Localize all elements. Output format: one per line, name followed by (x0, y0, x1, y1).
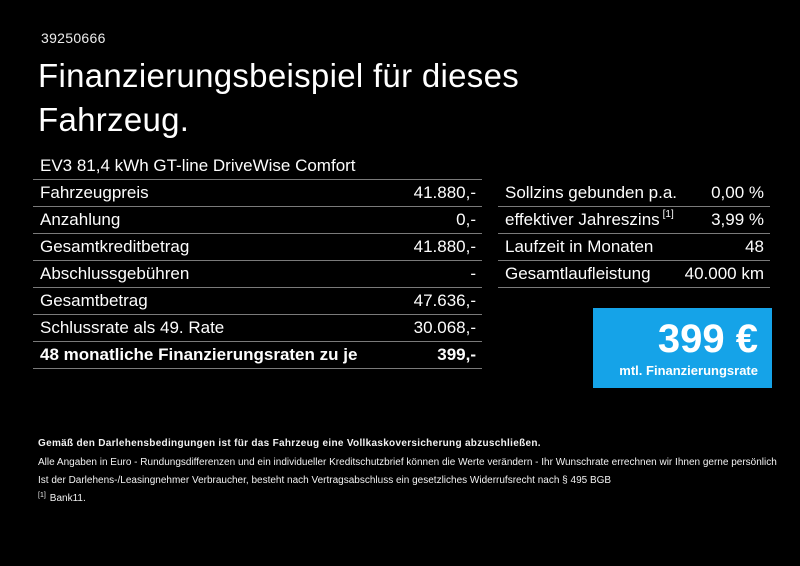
monthly-rate-box (593, 308, 772, 388)
table-row-gesamtbetrag (33, 288, 482, 315)
row-value: 40.000 km (684, 264, 764, 283)
conditions-table (498, 180, 770, 288)
vehicle-model-row (33, 153, 482, 180)
table-row-laufzeit (498, 234, 770, 261)
table-row-fahrzeugpreis (33, 180, 482, 207)
table-row-abschlussgebuehren (33, 261, 482, 288)
row-value: - (470, 264, 476, 283)
row-label: Laufzeit in Monaten (505, 237, 654, 256)
row-value: 399,- (437, 345, 476, 364)
vehicle-model: EV3 81,4 kWh GT-line DriveWise Comfort (40, 156, 356, 175)
bank-name: Bank11. (49, 493, 86, 504)
withdrawal-note: Ist der Darlehens-/Leasingnehmer Verbraucher, besteht nach Vertragsabschluss ein gesetzliches Widerrufsrecht nach § 495 BGB (38, 475, 612, 486)
row-value: 48 (745, 237, 764, 256)
table-row-gesamtlaufleistung (498, 261, 770, 288)
row-label: Gesamtlaufleistung (505, 264, 651, 283)
bank-footnote (38, 493, 798, 505)
table-row-monatsraten (33, 342, 482, 369)
vehicle-id: 39250666 (41, 30, 106, 46)
row-label: Fahrzeugpreis (40, 183, 149, 202)
info-note: Alle Angaben in Euro - Rundungsdifferenzen und ein individueller Kreditschutzbrief können die Werte verändern - Ihr Wunschrate errechnen wir Ihnen gerne persönlich (38, 457, 777, 468)
row-value: 41.880,- (413, 183, 476, 202)
finance-table (33, 153, 482, 369)
disclaimers (38, 438, 798, 511)
row-label: 48 monatliche Finanzierungsraten zu je (40, 345, 358, 364)
row-label: Gesamtbetrag (40, 291, 148, 310)
insurance-note: Gemäß den Darlehensbedingungen ist für das Fahrzeug eine Vollkaskoversicherung abzuschließen. (38, 438, 541, 449)
table-row-anzahlung (33, 207, 482, 234)
page-title-line2: Fahrzeug. (38, 101, 190, 138)
row-value: 0,00 % (711, 183, 764, 202)
row-value: 3,99 % (711, 210, 764, 229)
row-label: Abschlussgebühren (40, 264, 190, 283)
rate-amount: 399 € (657, 317, 758, 361)
table-row-jahreszins (498, 207, 770, 234)
rate-caption: mtl. Finanzierungsrate (619, 363, 758, 378)
page-title-line1: Finanzierungsbeispiel für dieses (38, 57, 520, 94)
table-row-schlussrate (33, 315, 482, 342)
row-value: 0,- (456, 210, 476, 229)
row-label: Gesamtkreditbetrag (40, 237, 190, 256)
row-value: 41.880,- (413, 237, 476, 256)
page-title (38, 54, 519, 142)
row-label: Schlussrate als 49. Rate (40, 318, 225, 337)
row-label: effektiver Jahreszins [1] (505, 209, 674, 229)
row-label: Sollzins gebunden p.a. (505, 183, 678, 202)
row-value: 30.068,- (413, 318, 476, 337)
table-row-gesamtkreditbetrag (33, 234, 482, 261)
row-value: 47.636,- (413, 291, 476, 310)
table-row-sollzins (498, 180, 770, 207)
footnote-marker: [1] (662, 209, 674, 221)
row-label: Anzahlung (40, 210, 121, 229)
footnote-marker: [1] (38, 491, 46, 499)
